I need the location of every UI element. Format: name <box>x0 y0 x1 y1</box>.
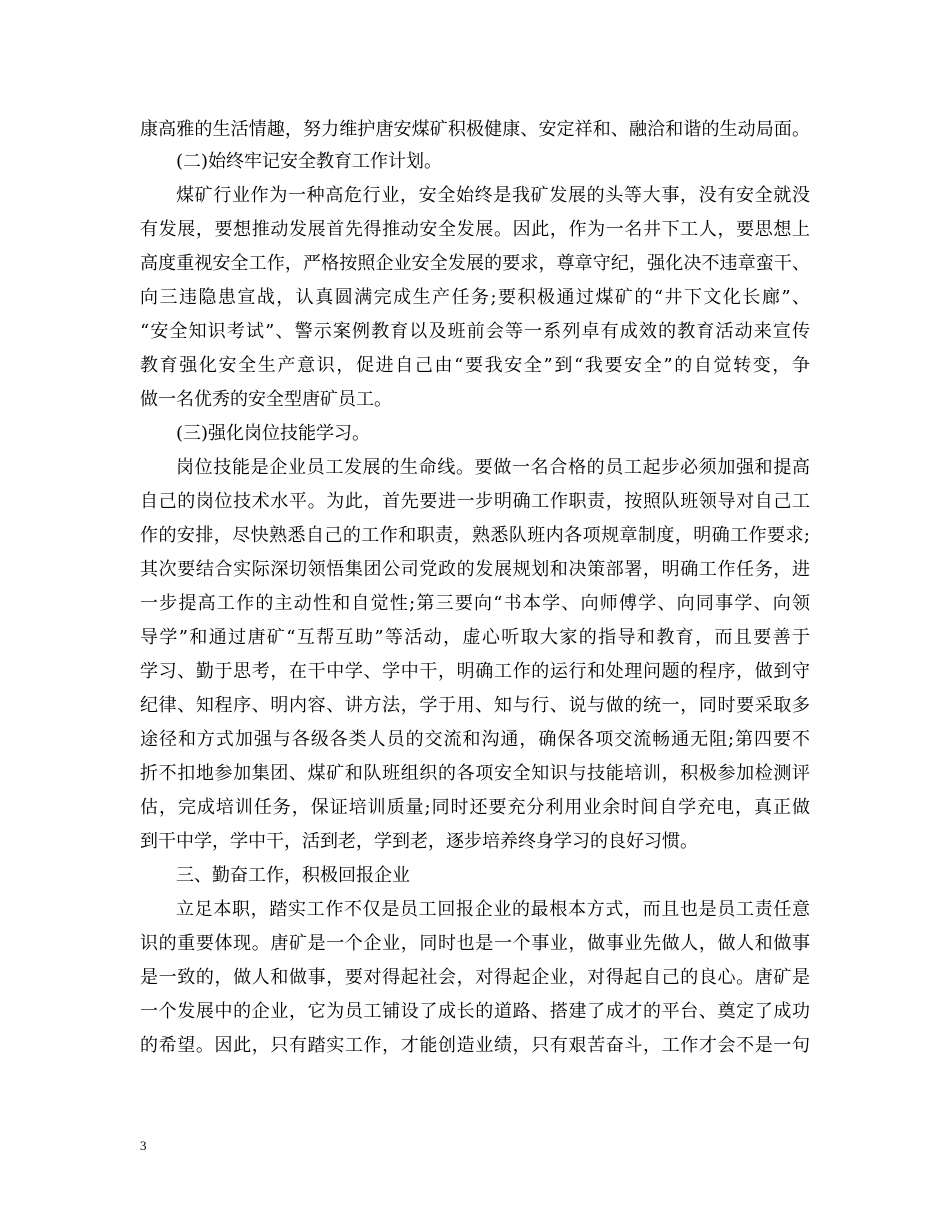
text-line <box>0 384 950 416</box>
text-line <box>0 214 950 246</box>
line-text: 导学”和通过唐矿“互帮互助”等活动，虚心听取大家的指导和教育，而且要善于 <box>140 627 812 648</box>
text-line <box>0 180 950 212</box>
line-text: 三、勤奋工作，积极回报企业 <box>176 865 410 886</box>
text-line <box>0 350 950 382</box>
section-heading <box>0 146 950 178</box>
line-text: 估，完成培训任务，保证培训质量;同时还要充分利用业余时间自学充电，真正做 <box>140 797 811 818</box>
text-line <box>0 248 950 280</box>
text-line <box>0 588 950 620</box>
text-line <box>0 486 950 518</box>
text-line <box>0 622 950 654</box>
text-line <box>0 894 950 926</box>
line-text: (三)强化岗位技能学习。 <box>176 423 371 444</box>
line-text: 一步提高工作的主动性和自觉性;第三要向“书本学、向师傅学、向同事学、向领 <box>140 593 812 614</box>
line-text: 作的安排，尽快熟悉自己的工作和职责，熟悉队班内各项规章制度，明确工作要求; <box>140 525 811 546</box>
text-line <box>0 792 950 824</box>
text-line <box>0 724 950 756</box>
line-text: 折不扣地参加集团、煤矿和队班组织的各项安全知识与技能培训，积极参加检测评 <box>140 763 811 784</box>
line-text: 康高雅的生活情趣，努力维护唐安煤矿积极健康、安定祥和、融洽和谐的生动局面。 <box>140 119 811 140</box>
page-number: 3 <box>140 1138 147 1153</box>
line-text: 有发展，要想推动发展首先得推动安全发展。因此，作为一名井下工人，要思想上 <box>140 219 811 240</box>
text-line <box>0 1030 950 1062</box>
line-text: 途径和方式加强与各级各类人员的交流和沟通，确保各项交流畅通无阻;第四要不 <box>140 729 811 750</box>
line-text: (二)始终牢记安全教育工作计划。 <box>176 151 443 172</box>
text-line <box>0 758 950 790</box>
line-text: 教育强化安全生产意识，促进自己由“要我安全”到“我要安全”的自觉转变，争 <box>140 355 812 376</box>
line-text: 纪律、知程序、明内容、讲方法，学于用、知与行、说与做的统一，同时要采取多 <box>140 695 811 716</box>
text-line <box>0 114 950 146</box>
text-line <box>0 826 950 858</box>
text-line <box>0 928 950 960</box>
line-text: 煤矿行业作为一种高危行业，安全始终是我矿发展的头等大事，没有安全就没 <box>176 185 811 206</box>
line-text: 其次要结合实际深切领悟集团公司党政的发展规划和决策部署，明确工作任务，进 <box>140 559 811 580</box>
line-text: 立足本职，踏实工作不仅是员工回报企业的最根本方式，而且也是员工责任意 <box>176 899 811 920</box>
line-text: 高度重视安全工作，严格按照企业安全发展的要求，尊章守纪，强化决不违章蛮干、 <box>140 253 811 274</box>
text-line <box>0 520 950 552</box>
section-heading <box>0 860 950 892</box>
line-text: 识的重要体现。唐矿是一个企业，同时也是一个事业，做事业先做人，做人和做事 <box>140 933 811 954</box>
line-text: 一个发展中的企业，它为员工铺设了成长的道路、搭建了成才的平台、奠定了成功 <box>140 1001 811 1022</box>
text-line <box>0 690 950 722</box>
line-text: “安全知识考试”、警示案例教育以及班前会等一系列卓有成效的教育活动来宣传 <box>140 321 812 342</box>
text-line <box>0 996 950 1028</box>
text-line <box>0 656 950 688</box>
line-text: 的希望。因此，只有踏实工作，才能创造业绩，只有艰苦奋斗，工作才会不是一句 <box>140 1035 811 1056</box>
line-text: 到干中学，学中干，活到老，学到老，逐步培养终身学习的良好习惯。 <box>140 831 698 852</box>
text-line <box>0 962 950 994</box>
line-text: 学习、勤于思考，在干中学、学中干，明确工作的运行和处理问题的程序，做到守 <box>140 661 811 682</box>
line-text: 岗位技能是企业员工发展的生命线。要做一名合格的员工起步必须加强和提高 <box>176 457 811 478</box>
line-text: 向三违隐患宣战，认真圆满完成生产任务;要积极通过煤矿的“井下文化长廊”、 <box>140 287 812 308</box>
text-line <box>0 316 950 348</box>
section-heading <box>0 418 950 450</box>
line-text: 是一致的，做人和做事，要对得起社会，对得起企业，对得起自己的良心。唐矿是 <box>140 967 811 988</box>
text-line <box>0 554 950 586</box>
line-text: 做一名优秀的安全型唐矿员工。 <box>140 389 392 410</box>
text-line <box>0 282 950 314</box>
text-line <box>0 452 950 484</box>
line-text: 自己的岗位技术水平。为此，首先要进一步明确工作职责，按照队班领导对自己工 <box>140 491 811 512</box>
